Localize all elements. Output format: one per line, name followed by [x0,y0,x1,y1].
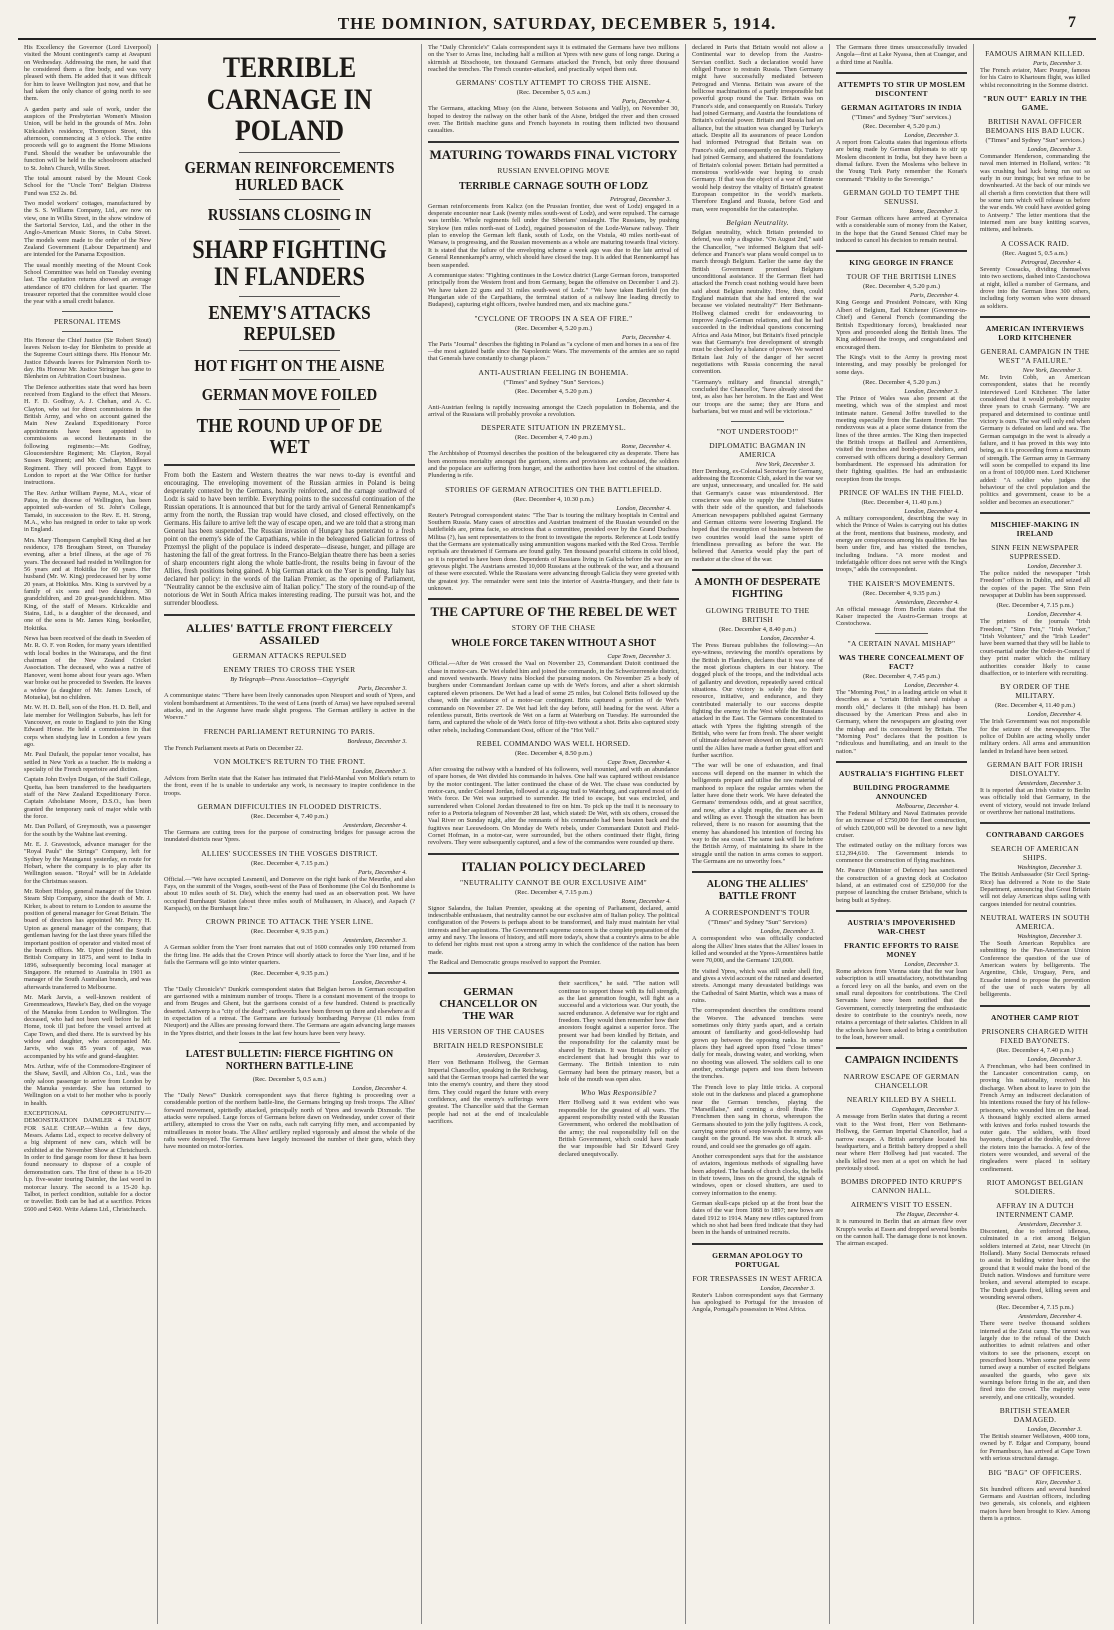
subheading: ATTEMPTS TO STIR UP MOSLEM DISCONTENT [837,80,966,99]
dateline: Amsterdam, December 4. [343,822,407,830]
paragraph: Discontent, due to enforced idleness, culminated in a riot among Belgian soldiers interned at Zeist, near Utrecht (in Holland). Many Social Democrats refused to assist in building winter huts, on the ground that it would make the bond of the Dutch nation. Windows and furniture were broken, and several attempted to escape. The Dutch guards fired, killing seven and wounding several others. [980,1227,1090,1301]
subheading: FRANTIC EFFORTS TO RAISE MONEY [844,941,959,960]
paragraph: Two model workers' cottages, manufactured by the S. S. Williams Company, Ltd., are now on view, one in Willis Street, in the show window of the Sartorial Service, Ltd., and the other in the Anglo-American Music Stores, in Cuba Street. The models were made to the order of the New Zealand Government (Labour Department) and are intended for the Panama Exposition. [24,199,151,259]
paragraph: Reuter's Lisbon correspondent says that Germany has apologised to Portugal for the invasion of Angola, Portugal's possession in West Africa. [692,1291,823,1314]
dateline: Amsterdam, December 4. [1018,1313,1082,1321]
subheading: SINN FEIN NEWSPAPER SUPPRESSED. [991,543,1079,562]
dateline: Amsterdam, December 3. [1018,779,1082,787]
divider [836,72,967,74]
paragraph: declared in Paris that Britain would not allow a Continental war to develop from the Austro-Servian conflict. Such a declaration would have obliged France to restrain Russia. Then Germany might have successfully mediated between Petrograd and Vienna. Britain was aware of the bellicose machinations of a partly irresponsible but powerful group round the Tsar. Britain was on France's side, and consequently on Russia's. Turkey had joined Germany, and Austria the foundations of Britain's colonial power. Britain and Russia had an alliance, but the situation was changed by Turkey's attack. Despite all its assurances of peace London had informed Petrograd that Britain was on France's side, and consequently on Russia's. Turkey had joined Germany, and shattered the foundations of Britain's colonial power. Britain had permitted a monstrous world-wide war hoping to crush Germany. If that was the object of a war of Entente would help destroy the vitality of Britain's greatest European competitor in the world's markets. Therefore England and Russia, before God and man, were responsible for the catastrophe. [692,44,823,213]
subheading: NARROW ESCAPE OF GERMAN CHANCELLOR [843,1072,960,1091]
subheading: DESPERATE SITUATION IN PRZEMYSL. [480,423,627,433]
dateline: London, December 3. [904,132,959,140]
column-5 [830,44,974,1624]
received-line: (Rec. December 5, 0.5 a.m.) [252,1075,327,1083]
paragraph: The Germans three times unsuccessfully invaded Angola—first at Lake Nyassa, then at Cuangar, and a third time at Naulila. [836,44,967,66]
paragraph: Mr. W. H. D. Bell, son of the Hon. H. D. Bell, and late member for Wellington Suburbs, has left for Vancouver, en route to England to join the King Edward Horse. He held a commission in that corps when studying law in London a few years ago. [24,704,151,748]
paragraph: Herr Hollweg said it was evident who was responsible for the greatest of all wars. The apparent responsibility rested with the Russian Government, who ordered the mobilisation of the army; the real responsibility fell on the British Government, which could have made the war impossible had Sir Edward Grey declared unequivocally. [558,1099,679,1158]
paragraph: Six hundred officers and several hundred Germans and Austrian officers, including two generals, six colonels, and eighteen majors have been brought to Kiev. Among them is a prince. [980,1485,1090,1522]
received-line: (Rec. December 4, 8.40 p.m.) [718,625,797,633]
subheading: GERMAN BAIT FOR IRISH DISLOYALTY. [987,759,1083,778]
paragraph: The South American Republics are submitting to the Pan-American Union Conference the question of the use of American waters by belligerents. The Argentine, Chile, Uruguay, Peru, and Ecuador intend to propose the prevention of the use of such waters by all belligerents. [980,940,1090,999]
dateline: Rome, December 4. [621,443,671,451]
headline-allies-front: ALLIES' BATTLE FRONT FIERCELY ASSAILED [186,621,393,648]
dateline: London, December 3. [760,928,815,936]
paragraph: Rome advices from Vienna state that the war loan subscription is still unsatisfactory, notwithstanding a forced levy on all the banks, and even on the small rural depositors for contributions. The Civil Servants have now been notified that the Government, correctly interpreting the enthusiastic desire to contribute to the country's needs, now retains a percentage of their salaries. Children in all the schools have been asked to bring a contribution to the loan, however small. [836,968,967,1042]
subheading: BUILDING PROGRAMME ANNOUNCED [853,782,950,801]
divider [164,614,415,616]
paragraph: A military correspondent, describing the way in which the Prince of Wales is carrying out his duties at the front, mentions that business, modesty, and energy are conspicuous among his qualities. He has been under fire, and has visited the trenches, including Indians. "A more modest and indefatigable officer does not serve with the King's troops," adds the correspondent. [836,515,967,574]
subheading: BRITISH STEAMER DAMAGED. [999,1406,1071,1425]
dateline: Paris, December 4. [622,333,671,341]
received-line: (Rec. December 4, 7.15 p.m.) [250,859,329,867]
divider [239,1042,339,1043]
masthead [18,0,1096,40]
dateline: Paris, December 4. [910,292,959,300]
paragraph: The Rev. Arthur William Payne, M.A., vicar of Patea, in the diocese of Wellington, has been appointed sub-warden of St. John's College, Tamaki, in succession to the Rev. E. H. Strong, M.A., who has resigned in order to take up work in England. [24,489,151,534]
headline-lodz: TERRIBLE CARNAGE SOUTH OF LODZ [458,180,649,192]
subheading: SEARCH OF AMERICAN SHIPS. [991,844,1079,863]
paragraph: A communique states: "There have been lively cannonades upon Nieuport and south of Ypres, and violent bombardment at Armentières. To the west of Lens (north of Arras) we have repulsed several attacks, and in the Argonne have made slight progress. The German artillery is active in the Woevre." [164,692,415,722]
split-section [428,980,679,1161]
paragraph: An official message from Berlin states that the Kaiser inspected the Austro-German troops at Czestochowa. [836,605,967,628]
subheading: A COSSACK RAID. [1000,238,1070,248]
headline-whole-force: WHOLE FORCE TAKEN WITHOUT A SHOT [451,638,656,650]
dateline: London, December 3. [1027,1426,1082,1434]
paragraph: The Federal Military and Naval Estimates provide for an increase of £750,000 for fleet construction, of which £200,000 will be devoted to a new light cruiser. [836,809,967,839]
received-line: (Rec. December 4, 9.35 p.m.) [250,969,329,977]
paragraph: "Germany's military and financial strength," concluded the Chancellor, "have already stood the test, as also has her heroism. In the East and West our troops are the same; they are Huns and barbarians, but we must and will be victorious." [692,378,823,416]
divider [980,316,1090,318]
dateline: Paris, December 3. [358,685,407,693]
service-line: ("Times" and Sydney "Sun" Services.) [503,378,604,386]
paragraph: The police raided the newspaper "Irish Freedom" offices in Dublin, and seized all the copies of the paper. The Sinn Fein newspaper at Dublin has been suppressed. [980,570,1090,600]
dateline: London, December 4. [352,1084,407,1092]
column-3 [422,44,686,1624]
subheading: BIG "BAG" OF OFFICERS. [988,1467,1082,1477]
dateline: London, December 3. [1027,1055,1082,1063]
subheading: TOUR OF THE BRITISH LINES [846,272,957,282]
headline-month-fighting: A MONTH OF DESPERATE FIGHTING [694,576,821,600]
dateline: New York, December 3. [1022,366,1082,374]
divider [428,598,679,600]
dateline: London, December 3. [352,768,407,776]
subheading: GERMAN DIFFICULTIES IN FLOODED DISTRICTS. [197,802,382,812]
dateline: London, December 3. [760,1284,815,1292]
paragraph: Mr. Irvin Cobb, an American correspondent, states that he recently interviewed Lord Kitchener. The latter considered that it would probably require three years to crush Germany. "We are prepared and determined to continue until victory is ours. The war will only end when Germany is defeated on land and sea. The German campaign in the west is already a failure, and it has proved in this way into being, as it is proceeding from a maximum of strength. The German army in Germany will soon be compelled to expand its line on a front of 100,000 men. Lord Kitchener added: "A soldier who judges the behaviour of the civil population and the politics and government, cease to be a soldier and becomes an executioner." [980,373,1090,506]
subheading: THE KAISER'S MOVEMENTS. [847,578,956,588]
paragraph: German skull-caps picked up at the front bear the dates of the war from 1868 to 1897; new bows are dated 1912 to 1914. Many new rifles captured from which no shot had been fired indicate that they had been in the hands of untrained recruits. [692,1199,823,1237]
dateline: Paris, December 4. [622,98,671,106]
subheading: VON MOLTKE'S RETURN TO THE FRONT. [213,757,366,767]
divider [164,464,415,466]
byline: By Telegraph—Press Association—Copyright [230,676,349,684]
received-line: (Rec. December 4, 5.20 p.m.) [514,324,593,332]
paragraph: A German soldier from the Yser front narrates that out of 1600 comrades only 190 returned from the firing line. He adds that the Crown Prince will shortly attack to force the Yser line, and if he fails the Germans will go into winter quarters. [164,944,415,967]
subheading: GERMAN ATTACKS REPULSED [232,651,347,661]
subheading: AFFRAY IN A DUTCH INTERNMENT CAMP. [996,1200,1074,1219]
dateline: New York, December 3. [755,460,815,468]
paragraph: After crossing the railway with a hundred of his followers, well mounted, and with an abundance of spare horses, de Wet divided his commando in halves. One half was captured without resistance by the motor contingent. The latter continued the chase of de Wet. The chase was conducted by motor-cars, under Colonel Jordan, followed at a zig-zag trail to Waterburg, and captured most of de Wet's force. De Wet was surprised to surrender. He tried to escape, but was encircled, and surrendered when Colonel Jordan threatened to fire on him. To pick up the trail it is necessary to refer to a Pretoria telegram of November 28 last, which stated: De Wet, with six others, crossed the Vaal River on Sunday night, after the remnants of his commando had been beaten back and the fugitives near Leeuwdoorn. On Monday de Wet's rebels, under Commandant Dutoit and Field-Cornet Hofman, in a motor-car, were surrounded, but the others continued their flight, firing revolvers. They were subsequently captured, and a few of the commandos were rounded up there. [428,765,679,847]
headline-capture-de-wet: THE CAPTURE OF THE REBEL DE WET [430,604,677,620]
received-line: (Rec. December 4, 8.50 p.m.) [514,749,593,757]
subheading: STORIES OF GERMAN ATROCITIES ON THE BATTLEFIELD. [445,484,662,494]
dateline: London, December 4. [904,681,959,689]
received-line: (Rec. December 4, 7.15 p.m.) [996,1304,1074,1312]
subheading: AUSTRALIA'S FIGHTING FLEET [839,768,964,778]
paragraph: Mr. Paul Dufault, the popular tenor vocalist, has settled in New York as a teacher. He is making a specialty of the French repertoire and diction. [24,751,151,773]
split-left [428,980,549,1161]
headline-enemy-repulsed: ENEMY'S ATTACKS REPULSED [208,301,371,345]
divider [428,853,679,855]
paragraph: The Irish Government was not responsible for the seizure of the newspapers. The police of Dublin are acting wholly under military orders. All arms and ammunition landed in Ireland have been seized. [980,718,1090,755]
paragraph: The usual monthly meeting of the Mount Cook School Committee was held on Tuesday evening last. The capitation returns showed an average attendance of 870 children for last quarter. The treasurer reported that the committee would close the year with a small credit balance. [24,261,151,306]
subheading: KING GEORGE IN FRANCE [849,258,954,268]
divider [692,1243,823,1245]
received-line: (Rec. December 4, 7.40 p.m.) [514,434,593,442]
dateline: London, December 3. [1027,146,1082,154]
paragraph: The "Daily Chronicle's" Dunkirk correspondent states that Belgian heroes in German occupation are garrisoned with a minimum number of troops. There is a constant movement of the troops to and from Bruges and Ghent, but the garrisons consist of a few hundred. Ostend is practically deserted. Antwerp is a "city of the dead"; earthworks have been thrown up there and elsewhere as if in expectation of a retreat. The Germans are furiously bombarding Pervyse (11 miles from Nieuport) and the Allies are pressing forward there. The Germans are again advancing large masses in the Ypres district, and their losses in the last few hours have been very heavy. [164,985,415,1037]
subheading: Who Was Responsible? [580,1088,657,1098]
subheading: "CYCLONE OF TROOPS IN A SEA OF FIRE." [474,313,633,323]
subheading: GERMAN GOLD TO TEMPT THE SENUSSI. [843,188,960,207]
received-line: (Rec. December 4, 9.35 p.m.) [862,589,941,597]
received-line: (Rec. December 4, 7.15 p.m.) [996,602,1074,610]
headline-de-wet: THE ROUND UP OF DE WET [196,415,383,459]
headline-reinforcements: GERMAN REINFORCEMENTS HURLED BACK [184,157,395,195]
dateline: London, December 3. [904,961,959,969]
subheading: GERMAN APOLOGY TO PORTUGAL [712,1250,803,1269]
paragraph: The King's visit to the Army is proving most interesting, and may possibly be prolonged for some days. [836,353,967,376]
divider [239,409,339,410]
received-line: (Rec. December 4, 7.40 p.m.) [250,813,329,821]
divider [980,1005,1090,1007]
paragraph: A correspondent who was officially conducted along the Allies' lines states that the Allies' losses in killed and wounded at the Ypres-Armentières battle were 70,000, and the Germans' 120,000. [692,935,823,965]
columns [18,44,1096,1624]
paragraph: Mr. Robert Hislop, general manager of the Union Steam Ship Company, since the death of Mr. J. Kirker, is about to return to London to assume the position of general manager for Great Britain. The board of directors has appointed Mr. Percy H. Upton as general manager of the company, that gentleman having for the last three years filled the important position of operator and visited most of the branch offices. Mr. Upton joined the South British Company in 1875, and went to India in 1896, subsequently becoming local manager at Singapore. He returned to Australia in 1901 as manager of the South Australian branch, and was afterwards transferred to Melbourne. [24,888,151,991]
divider [980,512,1090,514]
divider [428,972,679,974]
paragraph: Herr Dernburg, ex-Colonial Secretary for Germany, addressing the Economic Club, asked in the war we are unjust, unnecessary, and uncalled for. He said that Germany's cause was misunderstood. Her conscience was able to supply the United States with their side of the question, and falsehoods American newspapers published against Germany and German citizens were lowering England. He hoped that the resumption of business between the two countries would lead the same spirit of friendliness prevailing as before the war. He believed that America would play the part of mediator at the close of the war. [692,467,823,563]
subheading: PRISONERS CHARGED WITH FIXED BAYONETS. [981,1026,1089,1045]
paragraph: Advices from Berlin state that the Kaiser has intimated that Field-Marshal von Moltke's return to the front, even if he is unable to undertake any work, is necessary to inspire confidence in the troops. [164,775,415,797]
paragraph: Belgian neutrality, which Britain pretended to defend, was only a disguise. "On August 2nd," said the Chancellor, "we informed Belgium that self-defence and France's war plans would compel us to march through Belgium. Earlier the same day the British Government promised Belgium unconditional assistance. If the German fleet had attacked the French coast nothing would have been said about Belgian neutrality. How, then, could England maintain that she had entered the war because we violated neutrality?" Herr Bethmann-Hollweg claimed credit for endeavouring to improve Anglo-German relations, and that he had succeeded in the individual questions concerning Africa and Asia Minor, but Britain's fixed principle was that Germany's free development of strength must be checked by a balance of power. We warned Britain last July of the danger of her secret negotiations with Russia concerning the naval convention. [692,228,823,376]
divider [836,1047,967,1049]
paragraph: The Prince of Wales was also present at the meeting, which was of the simplest and most intimate nature. General Joffre travelled to the meeting especially from the Eastern frontier. The rendezvous was at a place some distance from the lines of the three armies. The King then inspected the British troops at Bailleul and Armentières, visited the trenches and bomb-proof shelters, and conversed with officers during a desultory German bombardment. He expressed his admiration for their fighting qualities. He had an enthusiastic reception from the troops. [836,394,967,483]
headline-allies-front: ALONG THE ALLIES' BATTLE FRONT [706,879,809,903]
paragraph: Official.—After de Wet crossed the Vaal on November 23, Commandant Dutoit continued the chase in motor-cars. De Wet eluded him and joined the commando, in the Schweizerreneke district, and moved westwards. Heavy rains blocked the pursuing motors. On November 25 a body of burghers under Commandant Jordaan came up with de Wet's forces, and after a short skirmish captured eleven prisoners. De Wet had a lead of some 25 miles, but Colonel Brits followed up the chase, with the assistance of a motor-car contingent. Brits captured a portion of de Wet's commando on November 27. De Wet had left the day before, still heading for the west. After a relentless pursuit, Brits overtook de Wet on a farm at Waterburg on Tuesday. He surrounded the farm, and captured the whole of de Wet's force of fifty-two without a shot. Brits also captured sixty other rebels, including Commandant Oost, officer of the "Hot Yell." [428,660,679,734]
divider [239,379,339,380]
subheading: REBEL COMMANDO WAS WELL HORSED. [476,738,631,748]
paragraph: Anti-Austrian feeling is rapidly increasing amongst the Czech population in Bohemia, and the arrival of the Russians will probably provoke a revolution. [428,403,679,418]
subheading: FRENCH PARLIAMENT RETURNING TO PARIS. [203,726,376,736]
paragraph: It is rumoured in Berlin that an airman flew over Krupp's works at Essen and dropped several bombs on the cannon hall. The damage done is not known. The airman escaped. [836,1218,967,1248]
headline-chancellor: GERMAN CHANCELLOR ON THE WAR [439,986,538,1023]
divider [239,229,339,230]
received-line: (Rec. December 4, 7.45 p.m.) [862,672,941,680]
subheading: GLOWING TRIBUTE TO THE BRITISH [705,605,810,624]
dateline: Cape Town, December 3. [607,653,671,661]
page-number: 7 [1068,14,1076,31]
dateline: Cape Town, December 4. [607,758,671,766]
subheading: "A CERTAIN NAVAL MISHAP" [847,638,956,648]
dateline: Paris, December 3. [1033,60,1082,67]
subheading: HIS VERSION OF THE CAUSES [432,1027,545,1037]
dateline: Petrograd, December 3. [610,195,671,203]
subheading: AUSTRIA'S IMPOVERISHED WAR-CHEST [847,918,956,937]
subheading: PRINCE OF WALES IN THE FIELD. [839,488,964,498]
divider [239,199,339,200]
received-line: (Rec. December 4, 5.20 p.m.) [514,387,593,395]
dateline: London, December 4. [616,396,671,404]
paragraph: Mr. Dan Pollard, of Greymouth, was a passenger for the south by the Wahine last evening. [24,823,151,838]
subheading: WAS THERE CONCEALMENT OF FACT? [838,652,965,671]
paragraph: The French Parliament meets at Paris on December 22. [164,744,304,752]
subheading: RUSSIAN ENVELOPING MOVE [497,165,610,175]
dateline: London, December 4. [352,978,407,986]
paragraph: The "Daily Chronicle's" Calais correspondent says it is estimated the Germans have two millions on the Yser to Arras line, including half a million at Ypres with new guns of long range. During a skirmish at Bixschoote, ten thousand Germans attacked the French, but only three thousand reached the trenches. The French counter-attacked, and practically wiped them out. [428,44,679,74]
divider [692,569,823,571]
paragraph: News has been received of the death in Sweden of Mr. R. O. F. von Roden, for many years identified with local bodies in the Wairarapa, and the first chairman of the New Zealand Cricket Association. The deceased, who was a native of Hanover, went home about four years ago. When war broke out he proceeded to Sweden. He leaves a widow (a daughter of Mr. James Losch, of Motueka), but no children. [24,635,151,701]
paragraph: Mrs. Arthur, wife of the Commodore-Engineer of the Shaw, Savill, and Albion Co., Ltd., was the only saloon passenger to arrive from London by the Manuka yesterday. She has returned to Wellington on a visit to her mother who is poorly in health. [24,1063,151,1107]
paragraph: The Germans are cutting trees for the purpose of constructing bridges for passage across the inundated districts near Ypres. [164,829,415,844]
subheading: "NOT UNDERSTOOD!" [716,426,799,436]
paragraph: Mrs. Mary Thompson Campbell King died at her residence, 178 Brougham Street, on Thursday evening, after a brief illness, at the age of 76 years. The deceased had resided in Wellington for 56 years and at Hokitika for 60 years. Her husband (Mr. W. King) predeceased her by some 20 years, at Hokitika. Mrs. King is survived by a family of six sons and two daughters, 30 grandchildren, and 20 great-grandchildren. Miss King, of the staff of Messrs. Kirkcaldie and Stains, Ltd., is a daughter of the deceased, and one of the sons is Mr. James King, bookseller, Hokitika. [24,536,151,632]
paragraph: The French love to play little tricks. A corporal stole out in the darkness and placed a gramophone near the German trenches, playing the "Marseillaise," and coming a droll finale. The Frenchmen then sang in chorus, whereupon the Germans shouted to join the jolly fugitives. A cock, carrying some pots of soup towards the enemy, was caught on the ground. He was shot. It struck all-round, and could see the grenades go off again. [692,1083,823,1150]
headline-russians: RUSSIANS CLOSING IN [207,205,372,225]
subheading: STORY OF THE CHASE [511,623,596,633]
dateline: London, December 3. [904,387,959,395]
received-line: (Rec. December 4, 7.40 p.m.) [996,1046,1074,1054]
subheading: BY ORDER OF THE MILITARY. [1000,682,1070,701]
paragraph: The Radical and Democratic groups resolved to support the Premier. [428,959,601,967]
paragraph: The printers of the journals "Irish Freedom," "Sinn Fein," "Irish Worker," "Irish Volunteer," and the "Irish Leader" have been warned that they will be liable to court-martial under the Order-in-Council if they print matter which the military authorities consider likely to cause disaffection, or to interfere with recruiting. [980,618,1090,677]
dateline: Kiev, December 3. [1035,1478,1082,1486]
subheading: FOR TRESPASSES IN WEST AFRICA [692,1273,823,1283]
service-line: ("Times" and Sydney "Sun" services.) [985,137,1085,145]
headline-latest-bulletin: LATEST BULLETIN: FIERCE FIGHTING ON NORTHERN BATTLE-LINE [185,1048,394,1072]
paragraph: The Defence authorities state that word has been received from England to the effect that Messrs. H. F. D. Godfray, A. J. Chehan, and A. C. Clayton, who sat for direct commissions in the British Army, and who on account gained the Main New Zealand Expeditionary Force appointments have been appointed to commissions as second lieutenants in the following regiments:—Mr. Godfray, Gloucestershire Regiment; Mr. Clayton, Royal Sussex Regiment; and Mr. Chehan, Middlesex Regiment. They will proceed from Egypt to London to report at the War Office for further instructions. [24,383,151,487]
dateline: Washington, December 3. [1017,933,1082,940]
headline-italian-policy: ITALIAN POLICY DECLARED [461,858,646,874]
paragraph: Mr. Mark Jarvis, a well-known resident of Greenmeadows, Hawke's Bay, died on the voyage of the Manuka from London to Wellington. The deceased, who had not been well before he left Home, took ill just before the vessel arrived at Cape Town, and died there. He is survived by his widow and daughter, who accompanied Mr. Jarvis, who was 85 years of age, was accompanied by his wife and grand-daughter. [24,993,151,1060]
divider [980,822,1090,824]
paragraph: The Germans, attacking Missy (on the Aisne, between Soissons and Vailly), on November 30, hoped to destroy the railway on the other bank of the Aisne, bridged the river and then crossed over. The British machine guns and French bayonets in routing them inflicted two thousand casualties. [428,105,679,135]
subheading: CROWN PRINCE TO ATTACK THE YSER LINE. [205,917,374,927]
paragraph: Reuter's Petrograd correspondent states: "The Tsar is touring the military hospitals in Central and Southern Russia. Many cases of atrocities and Austrian treatment of the Russian wounded on the battlefields are, prima facie, so atrocious that a committee, presided over by the Grand Duchess Militsa (?), has sent representatives to the front to investigate the reports. Reference at Lodz testify that the Germans are systematically using ammunition wagons marked with the Red Cross. Terrible reprisals are threatened if Germans are found guilty. Ten thousand peaceful citizens in cold blood, so it is reported to have been done. Dependents of Russians living in Galicia before the war are in grievous plight. The Austrians arrested 10,000 Russians at the outbreak of the war, and a thousand of these were executed. While the Russians were advancing through Galicia they were greeted with the greatest joy. The remainder were sent into the interior of Austria-Hungary, and their fate is unknown. [428,511,679,593]
dateline: Petrograd, December 4. [1021,258,1082,266]
paragraph: Captain John Evelyn Duigan, of the Staff College, Quetta, has been transferred to the headquarters staff of the New Zealand Expeditionary Force. Captain Atholstane Moore, D.S.O., has been granted the temporary rank of major while with the force. [24,776,151,820]
received-line: (Rec. December 4, 5.20 p.m.) [862,378,941,386]
dateline: London, December 4. [616,504,671,512]
paragraph: "The war will be one of exhaustion, and final success will depend on the manner in which the belligerents prepare and utilise the raw material of manhood to replace the regular armies when the latter have done their work. We have defeated the Germans' tremendous odds, and at great sacrifice, and now, after a slight respite, the men are as fit and willing as ever. Though the situation has been relieved, there is no reason for assuming that the enemy has abandoned his intention of forcing his way to the sea coast. The same task will lie before the British Army, of maintaining its share in the struggle until the nation in arms comes to support. The Germans are no unworthy foes." [692,762,823,865]
paragraph: A communique states: "Fighting continues in the Lowicz district (Large German forces, transported principally from the Western front and from Germany, began the offensive on December 1 and 2). We have taken 22 guns and 31 miles south-west of Lodz." "We have taken Bartfeld (on the Hungarian side of the Carpathians, the terminal station of a railway line leading directly to Budapest), capturing eight officers, twelve hundred men, and six machine guns." [428,271,679,309]
headline-flanders: SHARP FIGHTING IN FLANDERS [192,235,387,292]
paragraph: The Archbishop of Przemysl describes the position of the beleaguered city as desperate. There has been enormous mortality amongst the garrison, stores and provisions are exhausted, the soldiers and the populace are suffering from hunger, and the authorities have lost control of the situation. Plundering is rife. [428,450,679,480]
split-right [559,980,680,1161]
paragraph: A message from Berlin states that during a recent visit to the West front, Herr von Bethmann-Hollweg, the German Imperial Chancellor, had a narrow escape. A British aeroplane located his headquarters, and a British battery dropped a shell near where Herr Hollweg had just vacated. The shells killed two men at a spot on which he had previously stood. [836,1113,967,1172]
dateline: London, December 4. [1027,711,1082,719]
subheading: DIPLOMATIC BAGMAN IN AMERICA [709,440,806,459]
section-heading: PERSONAL ITEMS [53,316,122,326]
dateline: Washington, December 3. [1017,864,1082,872]
divider [836,910,967,912]
divider [239,296,339,297]
received-line: (Rec. December 4, 7.15 p.m.) [514,888,593,896]
paragraph: Mr. Pearce (Minister of Defence) has sanctioned the construction of a graving dock at Cockatoo Island, at an estimated cost of £250,000 for the purpose of launching the cruiser Brisbane, which is being built at Sydney. [836,867,967,904]
paragraph: The total amount raised by the Mount Cook School for the "Uncle Tom" Belgian Distress Fund was £52 2s. 8d. [24,174,151,197]
paragraph: His Excellency the Governor (Lord Liverpool) visited the Mount contingent's camp at Awapuni on Wednesday. Addressing the men, he said that he considered them a fine body, and was very pleased with them. He added that it was difficult for him to leave Wellington just now, and that he had taken the only chance of going north to see them. [24,44,151,103]
paragraph: It is reported that an Irish visitor to Berlin was officially told that Germany, in the event of victory, would not invade Ireland or overthrow her national institutions. [980,786,1090,816]
divider [731,421,783,422]
dateline: The Hague, December 4. [895,1211,959,1219]
paragraph: The Press Bureau publishes the following:—An eye-witness, reviewing the month's operations by the British in Flanders, declares that it was one of the most glorious chapters in our history. The dogged pluck of the troops, and the individual acts of gallantry and devotion, repeatedly saved critical situations. Our victory is solely due to their resource, initiative, and endurance, and they contributed materially to our success despite fighting the enemy in the West while the Russians attacked in the East. The Germans concentrated to attack with Ypres the fighting strength of the British, who were far from fresh. The sheer weight of ultimate defeat never showed on them, and won't until the Allies have made a further great effort and further sacrifice. [692,641,823,760]
subheading: Belgian Neutrality. [726,217,789,227]
paragraph: There were twelve thousand soldiers interned at the Zeist camp. The unrest was largely due to the refusal of the Dutch authorities to admit relatives and other visitors to see the prisoners, except on prescribed hours. When some people were turned away a number of excited Belgians assaulted the guards, who gave six warnings before firing in the air, and then fired into the crowd. The majority were severely, and one critically, wounded. [980,1320,1090,1401]
paragraph: The estimated outlay on the military forces was £12,394,610. The Government intends to commence the construction of flying machines. [836,842,967,864]
paragraph: Commander Henderson, commanding the naval men interned in Holland, writes: "It was crushing bad luck being run out so early in our innings; but we refuse to be downhearted. At the back of our minds we all cherish a firm conviction that there will be some turn which will release us before the war ends. We could have avoided going to Antwerp." The letter mentions that the interned men are busy knitting scarves, mittens, and helmets. [980,153,1090,234]
masthead-title: THE DOMINION, SATURDAY, DECEMBER 5, 1914. [337,14,777,33]
dateline: Paris, December 4. [358,868,407,876]
paragraph: A Frenchman, who had been confined in the Lancaster concentration camp, on proving his nationality, received his discharge. When about to leave to join the French Army an indiscreet declaration of his intentions roused the fury of his fellow-prisoners, who wounded him on the head. A thousand highly excited aliens armed with knives and forks rushed towards the outer gate. The soldiers, with fixed bayonets, charged at the double, and drove the rioters into the barracks. A few of the rioters were wounded, and several of the ringleaders were placed in solitary confinement. [980,1062,1090,1173]
headline-campaign-incidents: CAMPAIGN INCIDENTS [844,1055,959,1067]
paragraph: The British Ambassador (Sir Cecil Spring-Rice) has delivered a Note to the State Department, announcing that Great Britain will not delay American ships sailing with cargoes intended for neutral countries. [980,871,1090,908]
dateline: Amsterdam, December 3. [343,937,407,945]
divider [62,311,113,312]
paragraph: Mr. E. J. Gravestock, advance manager for the "Royal Pauls" the Strings" Company, left for Sydney by the Maunganui yesterday, en route for Hobart, where the company is to play after its Wellington season. "Royal" will be in Adelaide for the Christmas season. [24,841,151,885]
dateline: London, December 4. [760,634,815,642]
received-line: (Rec. December 4, 11.40 p.m.) [861,499,942,507]
dateline: Amsterdam, December 3. [1018,1220,1082,1228]
paragraph: The correspondent describes the conditions round the Woevre. The advanced trenches were sometimes only thirty yards apart, and a certain amount of familiarity and good-fellowship had grown up between the opposing ranks. In some places they had agreed upon fixed "close times" daily for meals, drawing water, and working, when no shooting was allowed. The soldiers call to one another, exchange papers and toss them between the trenches. [692,1007,823,1081]
headline-move-foiled: GERMAN MOVE FOILED [201,385,378,405]
subheading: GERMAN AGITATORS IN INDIA [840,103,963,113]
paragraph: Seventy Cossacks, dividing themselves into two sections, dashed into Czestochowa at night, killed a number of Germans, and drove into the German lines 300 others, including forty women who were dressed as soldiers. [980,265,1090,310]
subheading: A CORRESPONDENT'S TOUR [704,908,811,918]
dateline: Amsterdam, December 3. [476,1052,541,1060]
summary-paragraph: From both the Eastern and Western theatres the war news to-day is eventful and encouraging. The enveloping movement of the Russian armies in Poland is being desperately contested by the Germans, heavily reinforced, and the carnage southward of Lodz is said to have been terrible. Everything points to the successful continuation of the Russian operations. It is announced that but for the tardy arrival of General Rennenkampf's army from the north, the Russian trap would have closed, and closed effectively, on the Germans. His failure to arrive left the way of escape open, and we are told that a strong man General has been suspended. The Russian invasion of Hungary has penetrated to a fresh point on the enemy's side of the Carpathians, while in the beleaguered Galician fortress of Przemysl the plight of the populace is indeed desperate—disease, hunger, and pillage are hastening the fall of the great fortress. In the Franco-Belgian theatre there has been a series of sharp encounters right along the whole battle-front, the results being in favour of the Allies, fresh positions being gained. A big German attack on the Yser is pending. Italy has declared her policy: in the words of the Italian Premier, as the opening of Parliament, "Neutrality cannot be the exclusive aim of Italian policy." The story of the round-up of the notorious de Wet in South Africa makes interesting reading. The pursuit was hot, and the surrender bloodless. [164,472,416,608]
column-4 [686,44,830,1624]
column-1 [18,44,158,1624]
divider [836,761,967,763]
paragraph: A report from Calcutta states that ingenious efforts are being made by German diplomats to stir up Moslem discontent in India, but they have been a dismal failure. Even the Moslems who believe in the Young Turk Party remember the Koran's command: "Fidelity to the Sovereign." [836,139,967,183]
dateline: Copenhagen, December 3. [891,1106,959,1114]
received-line: (Rec. December 4, 9.35 p.m.) [250,928,329,936]
headline-carnage: TERRIBLE CARNAGE IN POLAND [206,51,373,147]
paragraph: their sacrifices," he said. "The nation will continue to support those with its full strength, as the last generation fought, will fight as a successful and a victorious war. Our youth, the sacred endurance. A defensive war for right and freedom. They would then remember how their ancestors fought against a superior force. The present war had been kindled by Britain, and the responsibility for the calamity must be shared by Britain. It was Britain's policy of encirclement that had brought this war to Germany. The British intention to ruin Germany had been the primary reason, but a hole of the mouth was open also. [558,980,679,1083]
paragraph: The British steamer Wellstown, 4000 tons, owned by F. Edgar and Company, bound for Pernambuco, has arrived at Cape Town with serious structural damage. [980,1433,1090,1463]
subheading: ALLIES' SUCCESSES IN THE VOSGES DISTRICT. [201,848,378,858]
subheading: AIRMEN'S VISIT TO ESSEN. [850,1200,953,1210]
divider [239,350,339,351]
dateline: London, December 3. [1027,563,1082,571]
subheading: GENERAL CAMPAIGN IN THE WEST "A FAILURE." [980,346,1090,365]
advertisement: EXCEPTIONAL OPPORTUNITY—DEMONSTRATION DAIMLER 4 TALBOT FOR SALE CHEAP.—Within a few days, Messrs. Adams Ltd., expect to receive delivery of a big shipment of new cars, which will be exhibited at the November Show at Christchurch. In order to find garage room for these it has been found necessary to dispose of a couple of demonstration cars. The first of these is a 16-20 h.p. five-seater touring Daimler, the last word in motorcar luxury. The second is a 15-20 h.p. Talbot, in perfect condition, suitable for a doctor or traveller. Both can be had at a sacrifice. Prices £600 and £460. Write Adams Ltd., Christchurch. [24,1110,151,1213]
subheading: BOMBS DROPPED INTO KRUPP'S CANNON HALL. [840,1177,963,1196]
dateline: London, December 4. [1027,611,1082,619]
divider [239,152,339,153]
paragraph: Herr von Bethmann Hollweg, the German Imperial Chancellor, speaking in the Reichstag, said that the German troops had carried the war into the enemy's country, and there they stood firm. They could regard the future with every confidence, and the enemy's sufferings were greatest. The Chancellor said that the German people had not at the end of incalculable sacrifices. [428,1059,549,1126]
subheading: CONTRABAND CARGOES [985,830,1085,840]
paragraph: Official.—"We have occupied Lesmenil, and Domevre on the right bank of the Meurthe, and also Fays, on the summit of the Vosges, south-west of the Pass of Bonhomme (the Col du Bonhomme is about 10 miles south of St. Die), which the enemy had used as an observation post. We have occupied Burnhaupt Station (about three miles south of Mulhausen, in Alsace), and Aspach (? Karspach), on the Burnhaupt line." [164,875,415,913]
paragraph: Four German officers have arrived at Cyrenaica with a considerable sum of money from the Kaiser, in the hope that the Grand Senussi Chief may be induced to cancel his decision to remain neutral. [836,215,967,245]
divider [875,633,927,634]
subheading: "NEUTRALITY CANNOT BE OUR EXCLUSIVE AIM" [459,877,648,887]
dateline: Bordeaux, December 3. [347,737,407,745]
paragraph: Signor Salandra, the Italian Premier, speaking at the opening of Parliament, declared, amid indescribable enthusiasm, that neutrality cannot be our exclusive aim of Italian policy. The political configuration of the Powers is perhaps about to be transformed, and Italy must maintain her vital interests and her aspirations. The Government's supreme concern is the complete preparation of the army and navy. The lessons of history, and still more today's, show that a country's aims to be able to defend her rights must rest upon a strong army in which the confidence of the nation has been made. [428,904,679,956]
paragraph: His Honour the Chief Justice (Sir Robert Stout) leaves Nelson to-day for Blenheim to preside at the Supreme Court sittings there. His Honour Mr. Justice Edwards leaves for Palmerston North to-day. His Honour Mr. Justice Stringer has gone to Blenheim on Arbitration Court business. [24,336,151,381]
dateline: London, December 4. [904,508,959,516]
dateline: Rome, December 4. [621,897,671,905]
dateline: Rome, December 3. [909,208,959,216]
service-line: ("Times" and Sydney "Sun" Services) [708,919,807,927]
dateline: Amsterdam, December 4. [895,598,959,606]
paragraph: The "Daily News'" Dunkirk correspondent says that fierce fighting is proceeding over a considerable portion of the northern battle-line, the Germans bringing up fresh troops. The Allies' forward movement, spiritedly attacked, principally north of Ypres and towards Dixmude. The attacks were repulsed. Large forces of Germans before dawn on Wednesday, under cover of their artillery, attempted to cross the Yser on rafts, each raft carrying fifty men, and accompanied by mitrailleuses in motor boats. The Allies' artillery replied vigorously and almost the whole of the rafts were destroyed. The Germans have largely increased the number of their guns, which they have mounted on motor-lorries. [164,1091,415,1151]
divider [692,871,823,873]
subheading: GERMANS' COSTLY ATTEMPT TO CROSS THE AISNE. [456,78,651,88]
subheading: ANTI-AUSTRIAN FEELING IN BOHEMIA. [478,367,629,377]
subheading: ANOTHER CAMP RIOT [990,1012,1080,1022]
dateline: Melbourne, December 4. [896,802,959,810]
divider [836,250,967,252]
subheading: AMERICAN INTERVIEWS LORD KITCHENER [985,323,1085,342]
subheading: NEUTRAL WATERS IN SOUTH AMERICA. [980,913,1090,931]
paragraph: Another correspondent says that for the assistance of aviators, ingenious methods of signalling have been adopted. The bands of church clocks, the bells in their towers, lines on the ground, the signals of windows, open or closed shutters, are used to convey information to the enemy. [692,1152,823,1197]
paragraph: The Paris "Journal" describes the fighting in Poland as "a cyclone of men and horses in a sea of fire—the most agitated battle since the Napoleonic Wars. The movements of the armies are so rapid that Generals have constantly to change places." [428,340,679,363]
column-6 [974,44,1096,1624]
received-line: (Rec. December 4, 5.20 p.m.) [862,283,941,291]
paragraph: A garden party and sale of work, under the auspices of the Presbyterian Women's Mission Union, will be held in the grounds of Mrs. John Kirkcaldie's residence, Thompson Street, this afternoon, commencing at 3 o'clock. The entire proceeds will go to augment the Home Missions Fund. Should the weather be unfavourable the function will be held in the schoolroom attached to St. John's Church, Willis Street. [24,105,151,172]
headline-maturing: MATURING TOWARDS FINAL VICTORY [429,146,678,162]
subheading: BRITISH NAVAL OFFICER BEMOANS HIS BAD LUCK. [985,117,1085,136]
subheading: BRITAIN HELD RESPONSIBLE [433,1041,544,1051]
subheading: "RUN OUT" EARLY IN THE GAME. [982,94,1088,113]
paragraph: The French aviator, Marc Pourpe, famous for his Cairo to Khartoum flight, was killed whilst reconnoitring in the Somme district. [980,67,1090,89]
received-line: (Rec. August 5, 0.5 a.m.) [1002,249,1068,257]
headline-aisne: HOT FIGHT ON THE AISNE [194,355,385,375]
subheading: FAMOUS AIRMAN KILLED. [985,49,1085,58]
paragraph: He visited Ypres, which was still under shell fire, and gives a vivid account of the ruined and deserted streets. Amongst many devastated buildings was the Cathedral of Saint Martin, which was a mass of ruins. [692,967,823,1005]
received-line: (Rec. December 4, 5.20 p.m.) [862,123,941,131]
divider [62,331,113,332]
service-line: ("Times" and Sydney "Sun" services.) [851,114,952,122]
paragraph: German reinforcements from Kalicz (on the Prussian frontier, due west of Lodz) engaged in a desperate encounter near Lask (twenty miles south-west of Lodz), and were repulsed. The carnage was terrible. Whole regiments fell under the Siberians' onslaught. The Russians, by pushing Strykow (ten miles north-east of Lodz), regained possession of the Lodz-Warsaw railway. Their plan to envelop the German left flank, south of Lodz, on the Vistula, 40 miles north-east of Warsaw, is progressing, and the Russian movements as a whole are maturing towards final victory. It is stated that the failure of the enveloping scheme a week ago was due to the late arrival of General Rennenkampf's army, which should have closed the trap. It is added that Rennenkampf has been suspended. [428,202,679,269]
received-line: (Rec. December 4, 11.40 p.m.) [994,702,1076,710]
subheading: RIOT AMONGST BELGIAN SOLDIERS. [986,1177,1084,1196]
subheading: ENEMY TRIES TO CROSS THE YSER [223,665,356,675]
divider [428,141,679,143]
paragraph: King George and President Poincare, with King Albert of Belgium, Earl Kitchener (Governor-in-Chief) and General French (commanding the British Expeditionary forces), breakfasted near Ypres and proceeded along the British lines. The King addressed the troops, and congratulated and encouraged them. [836,299,967,351]
subheading: NEARLY KILLED BY A SHELL [846,1095,957,1105]
column-2 [158,44,422,1624]
subheading: MISCHIEF-MAKING IN IRELAND [990,520,1080,539]
paragraph: The "Morning Post," in a leading article on what it describes as a "certain British naval mishap a month old," declares it (the mishap) has been discussed by the American Press and also in Germany, where the newspapers are gloating over the mishap and its concealment by Britain. The "Morning Post" declares that the position is "ridiculous and humiliating, and an insult to the nation." [836,688,967,755]
received-line: (Rec. December 4, 10.30 p.m.) [513,495,594,503]
received-line: (Rec. December 5, 0.5 a.m.) [516,89,591,97]
